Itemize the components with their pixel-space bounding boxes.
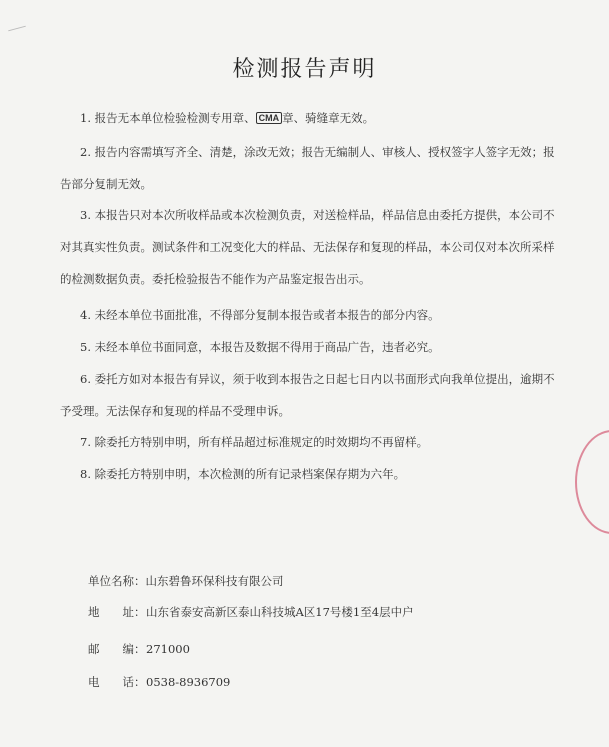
scan-mark <box>8 26 26 32</box>
clause-8: 8. 除委托方特别申明，本次检测的所有记录档案保存期为六年。 <box>80 467 406 481</box>
seal-stamp-icon <box>575 430 609 534</box>
clause-6: 6. 委托方如对本报告有异议，须于收到本报告之日起七日内以书面形式向我单位提出，逾期不予受理。无法保存和复现的样品不受理申诉。 <box>60 372 555 418</box>
info-postcode: 邮 编：271000 <box>88 642 190 656</box>
clause-1: 1. 报告无本单位检验检测专用章、 CMA 章、骑缝章无效。 <box>80 111 375 125</box>
clause-2: 2. 报告内容需填写齐全、清楚，涂改无效；报告无编制人、审核人、授权签字人签字无效；报告部分复制无效。 <box>60 145 555 191</box>
clause-3: 3. 本报告只对本次所收样品或本次检测负责，对送检样品，样品信息由委托方提供，本公司不对其真实性负责。测试条件和工况变化大的样品、无法保存和复现的样品，本公司仅对本次所采样的检测数据负责。委托检验报告不能作为产品鉴定报告出示。 <box>60 208 555 286</box>
info-unit: 单位名称：山东碧鲁环保科技有限公司 <box>88 574 284 588</box>
page-title: 检测报告声明 <box>232 57 377 82</box>
info-address: 地 址：山东省泰安高新区泰山科技城A区17号楼1至4层中户 <box>88 605 414 619</box>
clause-4: 4. 未经本单位书面批准，不得部分复制本报告或者本报告的部分内容。 <box>80 308 440 322</box>
clause-7: 7. 除委托方特别申明，所有样品超过标准规定的时效期均不再留样。 <box>80 435 429 449</box>
clause-5: 5. 未经本单位书面同意，本报告及数据不得用于商品广告，违者必究。 <box>80 340 440 354</box>
cma-badge-icon: CMA <box>256 112 283 124</box>
info-phone: 电 话：0538-8936709 <box>88 675 231 689</box>
